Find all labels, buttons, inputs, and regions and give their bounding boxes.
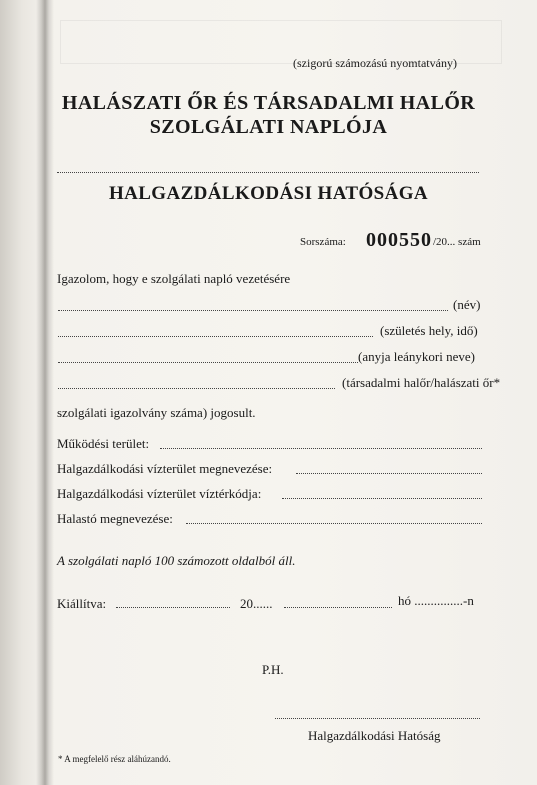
issued-place-line — [116, 607, 230, 608]
water-code-label: Halgazdálkodási vízterület víztérkódja: — [57, 486, 262, 501]
field-name-label: (név) — [453, 297, 481, 312]
birth-line — [58, 336, 373, 337]
issued-year: 20...... — [240, 596, 273, 611]
signature-label: Halgazdálkodási Hatóság — [308, 728, 441, 743]
id-continued-text: szolgálati igazolvány száma) jogosult. — [57, 405, 256, 420]
authority-title: HALGAZDÁLKODÁSI HATÓSÁGA — [108, 183, 429, 204]
field-id-label: (társadalmi halőr/halászati őr* — [342, 375, 501, 390]
water-name-label: Halgazdálkodási vízterület megnevezése: — [57, 461, 273, 476]
id-line — [58, 388, 335, 389]
signature-line — [275, 718, 480, 719]
serial-label: Sorszáma: — [300, 236, 346, 248]
authority-name-line — [57, 172, 479, 173]
mother-line — [58, 362, 358, 363]
serial-number: 000550 — [366, 229, 432, 251]
issued-day-line — [284, 607, 392, 608]
name-line — [58, 310, 448, 311]
stamp-label: P.H. — [262, 662, 284, 677]
pages-note: A szolgálati napló 100 számozott oldalból áll. — [57, 553, 296, 568]
water-name-line — [296, 473, 482, 474]
footnote: * A megfelelő rész aláhúzandó. — [58, 754, 171, 764]
certify-text: Igazolom, hogy e szolgálati napló vezetésére — [57, 271, 291, 286]
title-line-1: HALÁSZATI ŐR ÉS TÁRSADALMI HALŐR — [61, 92, 476, 114]
issued-month: hó ...............-n — [398, 593, 474, 608]
water-code-line — [282, 498, 482, 499]
pond-line — [186, 523, 482, 524]
field-birth-label: (születés hely, idő) — [380, 323, 478, 338]
title-line-2: SZOLGÁLATI NAPLÓJA — [149, 116, 388, 138]
issued-label: Kiállítva: — [57, 596, 107, 611]
field-mother-label: (anyja leánykori neve) — [358, 349, 475, 364]
pond-label: Halastó megnevezése: — [57, 511, 173, 526]
header-note: (szigorú számozású nyomtatvány) — [293, 56, 457, 70]
area-line — [160, 448, 482, 449]
area-label: Működési terület: — [57, 436, 150, 451]
serial-suffix: /20... szám — [433, 236, 481, 248]
